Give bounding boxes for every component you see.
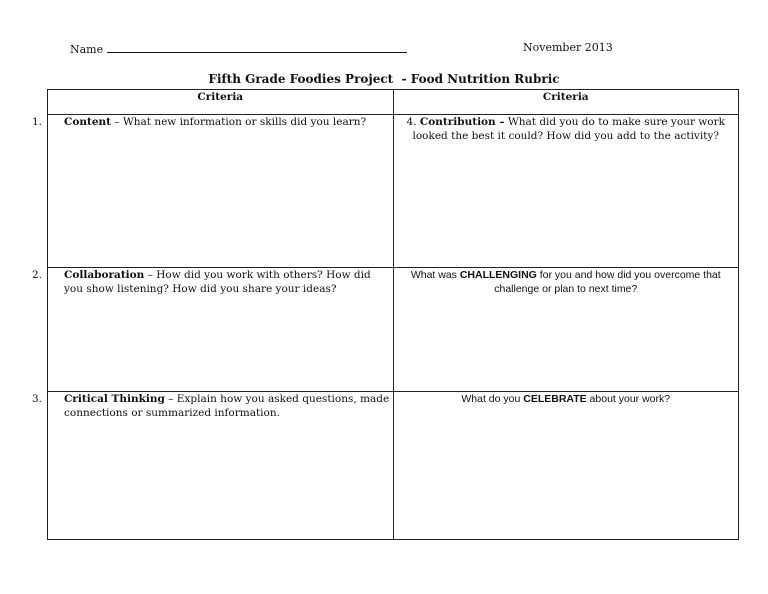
table-row xyxy=(48,392,739,540)
celebrate-term: CELEBRATE xyxy=(523,393,587,405)
collaboration-term: Collaboration xyxy=(64,269,145,281)
name-label: Name xyxy=(70,43,104,56)
page-title: Fifth Grade Foodies Project - Food Nutrition Rubric xyxy=(208,72,560,86)
table-row xyxy=(48,268,739,392)
name-blank-line[interactable] xyxy=(107,41,407,53)
challenging-prompt: for you and how did you overcome that challenge or plan to next time? xyxy=(494,269,721,295)
date-label: November 2013 xyxy=(523,41,613,54)
challenging-cell[interactable] xyxy=(393,268,739,392)
item-number: 1. xyxy=(32,116,43,128)
critical-thinking-cell[interactable] xyxy=(32,392,394,540)
contribution-prompt: What did you do to make sure your work looked the best it could? How did you add to the activity? xyxy=(412,116,725,142)
content-prompt: – What new information or skills did you learn? xyxy=(111,116,367,128)
critical-thinking-term: Critical Thinking xyxy=(64,393,165,405)
table-header-row xyxy=(48,90,739,115)
collaboration-prompt: – How did you work with others? How did you show listening? How did you share your ideas? xyxy=(64,269,371,295)
table-row xyxy=(48,115,739,268)
content-cell[interactable] xyxy=(32,115,394,268)
contribution-cell[interactable] xyxy=(393,115,739,268)
celebrate-cell[interactable] xyxy=(393,392,739,540)
item-number: 4. xyxy=(406,116,417,128)
criteria-header-left: Criteria xyxy=(48,90,394,115)
name-field xyxy=(70,41,407,56)
challenging-pre: What was xyxy=(410,269,460,281)
celebrate-prompt: about your work? xyxy=(586,393,671,405)
collaboration-cell[interactable] xyxy=(32,268,394,392)
celebrate-pre: What do you xyxy=(461,393,524,405)
content-term: Content xyxy=(64,116,112,128)
challenging-term: CHALLENGING xyxy=(459,269,537,281)
contribution-term: Contribution – xyxy=(419,116,505,128)
criteria-header-right: Criteria xyxy=(393,90,739,115)
critical-thinking-prompt: – Explain how you asked questions, made connections or summarized information. xyxy=(64,393,390,419)
item-number: 3. xyxy=(32,393,43,405)
rubric-table xyxy=(32,89,739,540)
item-number: 2. xyxy=(32,269,43,281)
